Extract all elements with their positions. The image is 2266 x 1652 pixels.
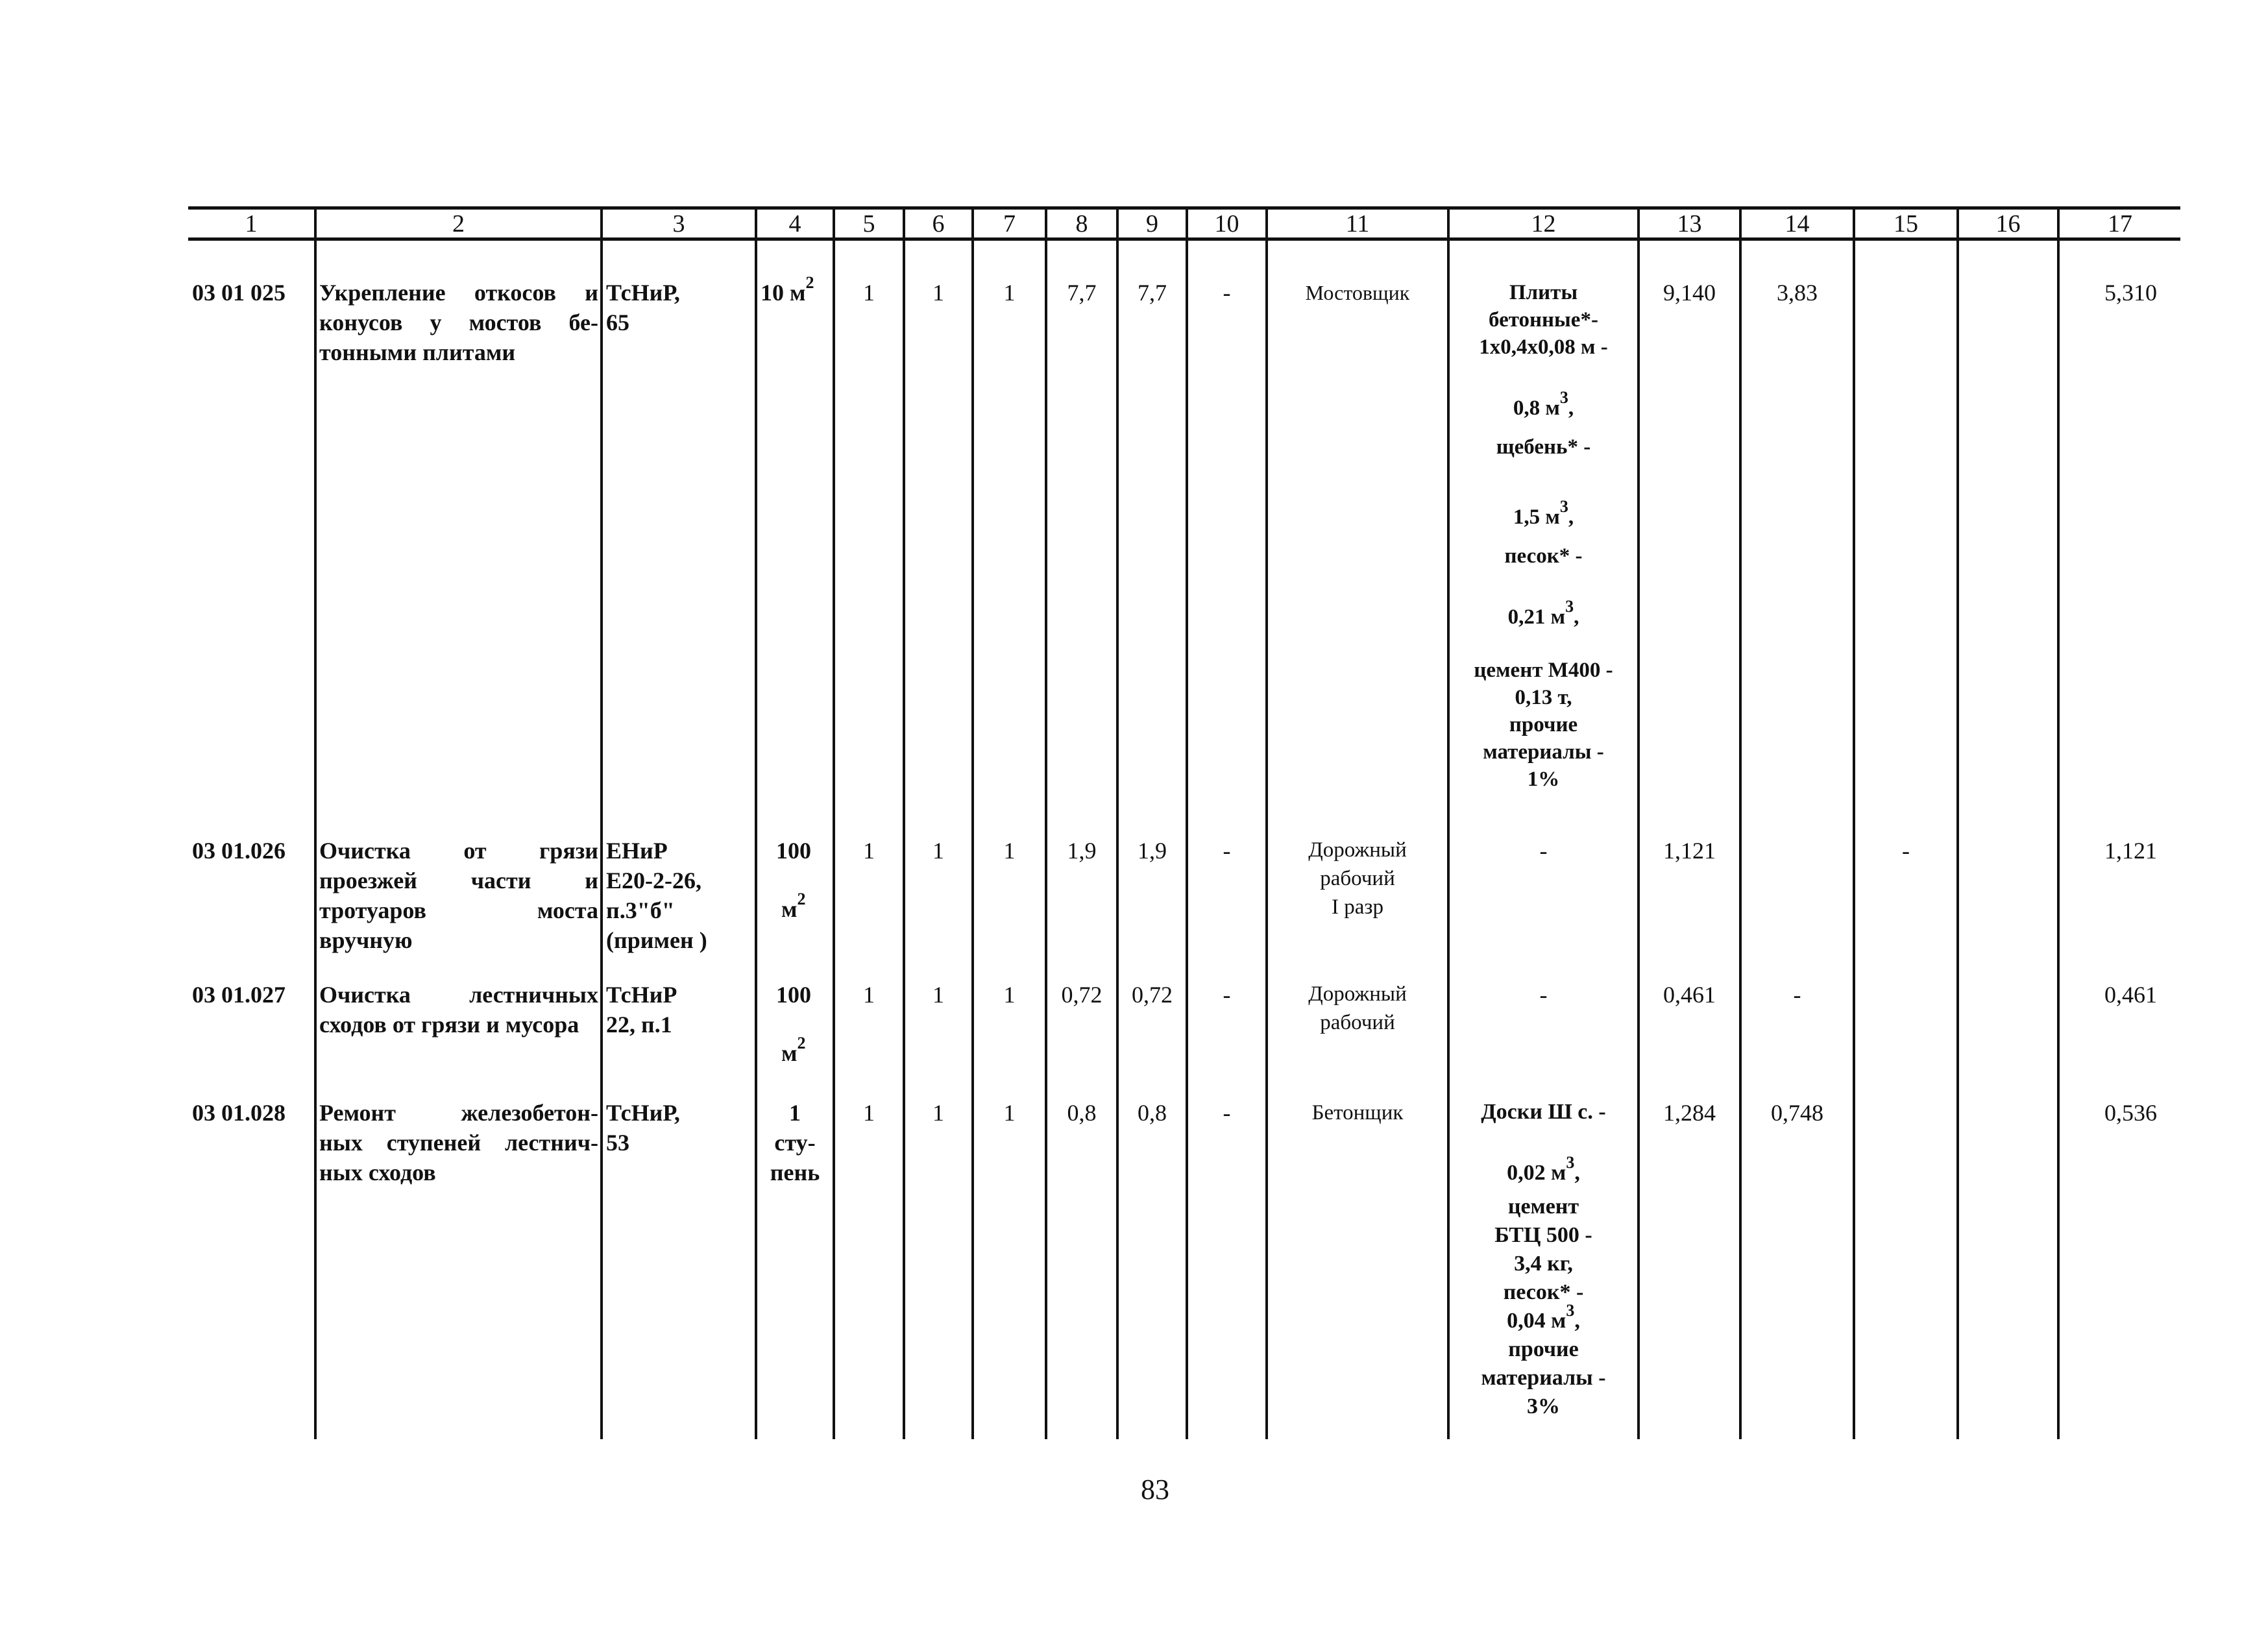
row-unit — [781, 1034, 806, 1068]
row-code: 03 01.027 — [192, 982, 286, 1008]
header-col-5: 5 — [862, 210, 875, 237]
row-col-17: 5,310 — [2104, 280, 2157, 306]
row-code: 03 01.028 — [192, 1100, 286, 1126]
row-name-line: Укрепление откосов и — [319, 280, 598, 306]
row-col-13: 9,140 — [1663, 280, 1716, 306]
row-col-10: - — [1223, 280, 1231, 306]
material-line: 0,02 м — [1507, 1161, 1566, 1185]
header-col-4: 4 — [788, 210, 801, 237]
col-divider — [1116, 206, 1119, 1439]
row-name-line: вручную — [319, 927, 413, 953]
row-col-5: 1 — [863, 1100, 875, 1126]
row-code: 03 01 025 — [192, 280, 286, 306]
row-worker: рабочий — [1320, 867, 1395, 890]
col-divider — [755, 206, 757, 1439]
material-line: 0,13 т, — [1515, 686, 1572, 709]
row-col-10: - — [1223, 982, 1231, 1008]
unit-superscript: 2 — [797, 890, 806, 908]
header-col-16: 16 — [1995, 210, 2021, 237]
header-col-12: 12 — [1531, 210, 1556, 237]
row-unit-text: 10 м — [761, 280, 806, 306]
col-divider — [1186, 206, 1188, 1439]
material-line: прочие — [1509, 713, 1578, 736]
row-col-6: 1 — [932, 838, 944, 864]
col-divider — [1853, 206, 1855, 1439]
row-basis-line: Е20-2-26, — [606, 868, 701, 893]
header-col-14: 14 — [1785, 210, 1810, 237]
row-basis-line: 65 — [606, 310, 629, 335]
material-line: 0,8 м — [1513, 396, 1560, 420]
material-line: цемент — [1507, 1195, 1579, 1219]
col-divider — [833, 206, 835, 1439]
row-materials: - — [1539, 982, 1548, 1008]
page-number: 83 — [1141, 1474, 1169, 1505]
row-col-9: 0,72 — [1132, 982, 1173, 1008]
material-line: 1х0,4х0,08 м - — [1479, 335, 1608, 359]
col-divider — [314, 206, 317, 1439]
row-name-line: тонными плитами — [319, 339, 516, 365]
material-volume: 0,02 $м^3$, — [1507, 1152, 1580, 1185]
row-basis-line: (примен ) — [606, 927, 707, 953]
row-col-17: 1,121 — [2104, 838, 2157, 864]
material-volume: 1,5 $м^3$, — [1513, 497, 1574, 529]
material-line: 0,04 м — [1507, 1309, 1566, 1333]
col-divider — [1956, 206, 1959, 1439]
header-col-9: 9 — [1146, 210, 1158, 237]
unit-superscript: 3 — [1566, 1152, 1575, 1172]
material-line: БТЦ 500 - — [1494, 1223, 1592, 1247]
row-col-7: 1 — [1003, 982, 1016, 1008]
row-name-line: ных ступеней лестнич- — [319, 1130, 598, 1156]
row-col-13: 1,121 — [1663, 838, 1716, 864]
material-line: 1,5 м — [1513, 505, 1560, 529]
row-col-5: 1 — [863, 838, 875, 864]
row-worker: Дорожный — [1308, 838, 1407, 862]
row-unit — [781, 890, 806, 924]
row-col-7: 1 — [1003, 280, 1016, 306]
row-name-line: Очистка от грязи — [319, 838, 598, 864]
header-col-11: 11 — [1345, 210, 1370, 237]
material-line: песок* - — [1503, 1280, 1584, 1304]
header-col-2: 2 — [452, 210, 465, 237]
row-name-line: конусов у мостов бе- — [319, 310, 598, 335]
material-volume: 0,04 $м^3$, — [1507, 1300, 1580, 1333]
material-line: Доски Ш с. - — [1481, 1100, 1606, 1124]
row-col-9: 7,7 — [1138, 280, 1167, 306]
material-line: материалы - — [1483, 740, 1604, 764]
row-col-10: - — [1223, 838, 1231, 864]
row-worker: Бетонщик — [1311, 1101, 1404, 1124]
col-divider — [1739, 206, 1742, 1439]
material-line: 0,21 м — [1507, 605, 1566, 629]
col-divider — [971, 206, 974, 1439]
col-divider — [2057, 206, 2060, 1439]
row-materials: - — [1539, 838, 1548, 864]
unit-superscript: 3 — [1559, 497, 1568, 516]
row-worker: I разр — [1332, 895, 1383, 919]
row-col-17: 0,461 — [2104, 982, 2157, 1008]
row-name-line: сходов от грязи и мусора — [319, 1012, 579, 1038]
row-col-13: 1,284 — [1663, 1100, 1716, 1126]
header-col-8: 8 — [1075, 210, 1088, 237]
row-basis-line: 53 — [606, 1130, 629, 1156]
row-name-line: Ремонт железобетон- — [319, 1100, 598, 1126]
row-unit-line: 100 — [776, 838, 811, 864]
row-col-8: 0,8 — [1067, 1100, 1097, 1126]
row-name-line: проезжей части и — [319, 868, 598, 893]
row-name-line: тротуаров моста — [319, 897, 598, 923]
row-col-8: 7,7 — [1067, 280, 1097, 306]
row-basis-line: ТсНиР — [606, 982, 677, 1008]
row-unit-text: м — [781, 1040, 798, 1066]
row-unit-line: 100 — [776, 982, 811, 1008]
row-code: 03 01.026 — [192, 838, 286, 864]
unit-superscript: 2 — [797, 1034, 806, 1052]
row-unit-line: 1 — [789, 1100, 801, 1126]
unit-superscript: 3 — [1559, 388, 1568, 407]
row-col-13: 0,461 — [1663, 982, 1716, 1008]
col-divider — [1045, 206, 1047, 1439]
material-line: материалы - — [1481, 1366, 1606, 1390]
col-divider — [600, 206, 603, 1439]
row-col-9: 0,8 — [1138, 1100, 1167, 1126]
row-col-5: 1 — [863, 982, 875, 1008]
row-basis-line: п.3"б" — [606, 897, 675, 923]
row-worker: Мостовщик — [1305, 281, 1410, 304]
row-basis-line: ТсНиР, — [606, 1100, 680, 1126]
row-unit-line: сту- — [774, 1130, 816, 1156]
row-col-9: 1,9 — [1138, 838, 1167, 864]
row-name-line: Очистка лестничных — [319, 982, 598, 1008]
unit-superscript: 3 — [1566, 1300, 1575, 1320]
row-col-6: 1 — [932, 280, 944, 306]
row-col-14: 3,83 — [1777, 280, 1818, 306]
row-col-8: 0,72 — [1061, 982, 1103, 1008]
row-unit-line: пень — [770, 1160, 820, 1185]
row-unit-text: м — [781, 896, 798, 922]
header-col-17: 17 — [2108, 210, 2132, 237]
row-col-6: 1 — [932, 982, 944, 1008]
row-col-14: 0,748 — [1771, 1100, 1823, 1126]
header-col-1: 1 — [245, 210, 258, 237]
row-col-15: - — [1902, 838, 1910, 864]
material-line: бетонные*- — [1489, 308, 1598, 332]
row-basis-line: ТсНиР, — [606, 280, 680, 306]
material-line: щебень* - — [1496, 435, 1591, 459]
unit-superscript: 3 — [1565, 597, 1574, 616]
row-col-7: 1 — [1003, 838, 1016, 864]
row-col-14: - — [1793, 982, 1801, 1008]
row-col-7: 1 — [1003, 1100, 1016, 1126]
material-line: Плиты — [1509, 281, 1578, 304]
row-col-17: 0,536 — [2104, 1100, 2157, 1126]
row-basis-line: ЕНиР — [606, 838, 668, 864]
material-line: 3,4 кг, — [1514, 1252, 1573, 1276]
row-basis-line: 22, п.1 — [606, 1012, 672, 1038]
col-divider — [1637, 206, 1640, 1439]
material-line: 1% — [1527, 768, 1560, 791]
row-col-5: 1 — [863, 280, 875, 306]
unit-superscript: 2 — [805, 273, 814, 292]
material-line: песок* - — [1504, 544, 1583, 568]
header-col-15: 15 — [1894, 210, 1918, 237]
row-unit — [761, 273, 814, 308]
material-line: прочие — [1508, 1337, 1579, 1361]
header-col-3: 3 — [672, 210, 685, 237]
header-col-6: 6 — [932, 210, 945, 237]
row-worker: Дорожный — [1308, 982, 1407, 1006]
material-line: 3% — [1527, 1394, 1560, 1418]
header-col-10: 10 — [1214, 210, 1239, 237]
row-col-6: 1 — [932, 1100, 944, 1126]
material-volume: 0,21 $м^3$, — [1507, 597, 1579, 629]
row-name-line: ных сходов — [319, 1160, 436, 1185]
material-volume: 0,8 $м^3$, — [1513, 388, 1574, 420]
col-divider — [903, 206, 905, 1439]
row-col-8: 1,9 — [1067, 838, 1097, 864]
material-line: цемент М400 - — [1474, 659, 1613, 682]
header-col-7: 7 — [1003, 210, 1016, 237]
col-divider — [1265, 206, 1268, 1439]
header-col-13: 13 — [1677, 210, 1702, 237]
row-worker: рабочий — [1320, 1011, 1395, 1034]
row-col-10: - — [1223, 1100, 1231, 1126]
